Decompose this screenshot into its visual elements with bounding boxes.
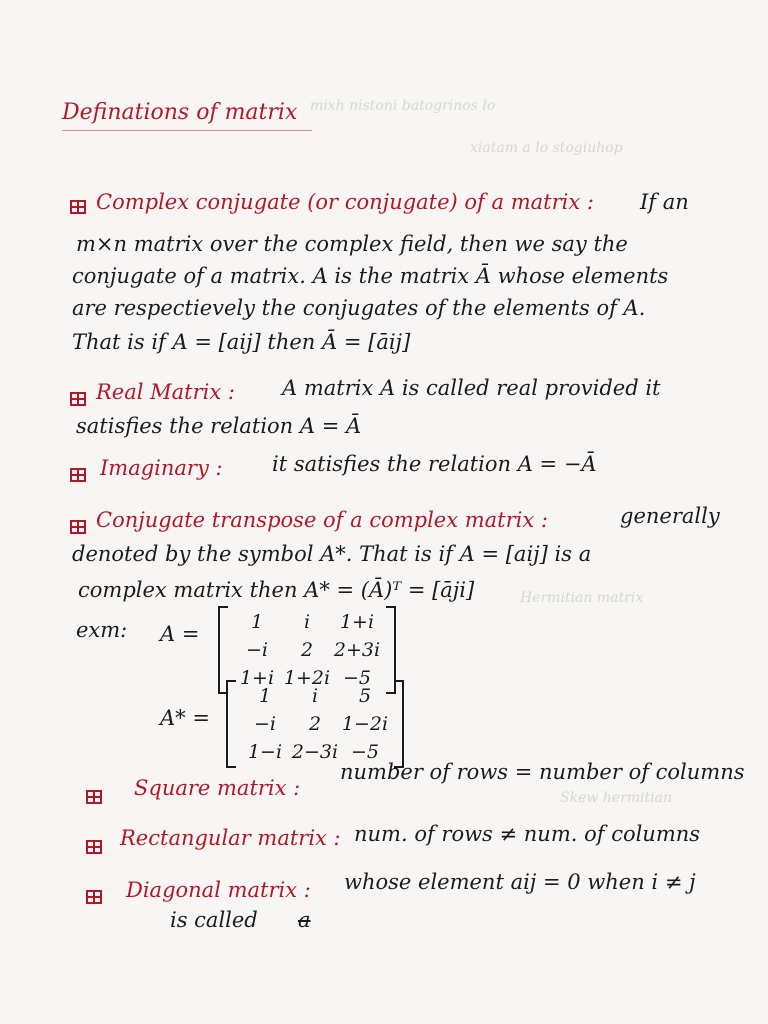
example-label: exm: xyxy=(76,618,128,642)
matrix-bracket-right xyxy=(394,680,404,768)
complex-conjugate-text: If an xyxy=(640,190,689,214)
complex-conjugate-text: conjugate of a matrix. A is the matrix Ā whose elements xyxy=(72,264,669,288)
real-matrix-text: satisfies the relation A = Ā xyxy=(76,414,362,438)
complex-conjugate-text: are respectievely the conjugates of the elements of A. xyxy=(72,296,646,320)
matrix-a-cell: i xyxy=(303,611,311,633)
matrix-a-star-cell: 1−2i xyxy=(341,713,389,735)
matrix-a-star-cell: −i xyxy=(254,713,276,735)
bullet-box-icon xyxy=(86,890,102,904)
conjugate-transpose-heading: Conjugate transpose of a complex matrix : xyxy=(96,508,548,532)
rectangular-matrix-heading: Rectangular matrix : xyxy=(120,826,341,850)
matrix-a-cell: −5 xyxy=(342,667,371,689)
matrix-a-star-cell: 5 xyxy=(358,685,372,707)
real-matrix-text: A matrix A is called real provided it xyxy=(282,376,661,400)
matrix-a-cell: 2 xyxy=(300,639,314,661)
rectangular-matrix-text: num. of rows ≠ num. of columns xyxy=(354,822,701,846)
diagonal-matrix-text: is called xyxy=(170,908,258,932)
matrix-a-star-cell: i xyxy=(311,685,319,707)
bullet-box-icon xyxy=(86,790,102,804)
matrix-a-star-cell: 1 xyxy=(258,685,272,707)
matrix-a-star-cell: −5 xyxy=(350,741,379,763)
matrix-a-star-lhs: A* = xyxy=(160,706,210,730)
diagonal-struck-word: a xyxy=(298,908,311,932)
conjugate-transpose-text: denoted by the symbol A*. That is if A = [aij] is a xyxy=(72,542,592,566)
imaginary-heading: Imaginary : xyxy=(100,456,223,480)
matrix-a-cell: 1 xyxy=(250,611,264,633)
matrix-a-star-cell: 2 xyxy=(308,713,322,735)
bleed-through-text: mixh nistoni batogrinos lo xyxy=(310,98,496,114)
imaginary-text: it satisfies the relation A = −Ā xyxy=(272,452,597,476)
matrix-bracket-left xyxy=(226,680,236,768)
matrix-a-cell: 1+i xyxy=(239,667,275,689)
bleed-through-text: Skew hermitian xyxy=(560,790,673,806)
bullet-box-icon xyxy=(70,520,86,534)
conjugate-transpose-text: complex matrix then A* = (Ā)ᵀ = [āji] xyxy=(78,578,475,602)
complex-conjugate-text: That is if A = [aij] then Ā = [āij] xyxy=(72,330,411,354)
diagonal-matrix-text: whose element aij = 0 when i ≠ j xyxy=(344,870,696,894)
matrix-a-cell: 1+2i xyxy=(283,667,331,689)
matrix-a-cell: −i xyxy=(246,639,268,661)
bleed-through-text: xiatam a lo stogiuhop xyxy=(470,140,623,156)
bullet-box-icon xyxy=(70,200,86,214)
matrix-a-cell: 2+3i xyxy=(333,639,381,661)
diagonal-matrix-heading: Diagonal matrix : xyxy=(126,878,311,902)
real-matrix-heading: Real Matrix : xyxy=(96,380,235,404)
bullet-box-icon xyxy=(70,468,86,482)
title-underline xyxy=(62,130,312,131)
bullet-box-icon xyxy=(70,392,86,406)
conjugate-transpose-text: generally xyxy=(620,504,720,528)
complex-conjugate-heading: Complex conjugate (or conjugate) of a matrix : xyxy=(96,190,594,214)
matrix-a-star-cell: 1−i xyxy=(247,741,283,763)
bullet-box-icon xyxy=(86,840,102,854)
bleed-through-text: Hermitian matrix xyxy=(520,590,644,606)
square-matrix-text: number of rows = number of columns xyxy=(340,760,745,784)
page-title: Definations of matrix xyxy=(62,100,298,125)
square-matrix-heading: Square matrix : xyxy=(134,776,301,800)
matrix-a-lhs: A = xyxy=(160,622,200,646)
complex-conjugate-text: m×n matrix over the complex field, then we say the xyxy=(76,232,628,256)
matrix-a-star-cell: 2−3i xyxy=(291,741,339,763)
matrix-a-cell: 1+i xyxy=(339,611,375,633)
matrix-a-star xyxy=(226,680,404,768)
